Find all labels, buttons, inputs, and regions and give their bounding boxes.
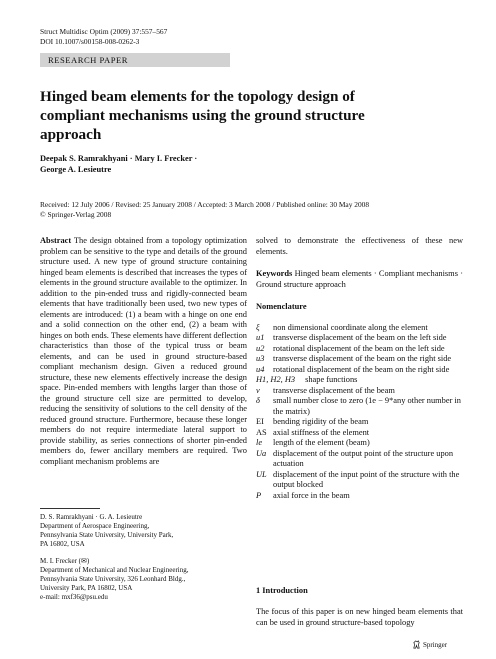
abstract-continuation: solved to demonstrate the effectiveness of these new elements. [256, 236, 463, 256]
intro-text: The focus of this paper is on new hinged beam elements that can be used in ground structure-based topology [256, 607, 463, 627]
affiliation-1 [40, 513, 250, 549]
abstract-label: Abstract [40, 236, 72, 245]
nomenclature-symbol: u4 [256, 364, 265, 374]
nomenclature-definition: transverse displacement of the beam [273, 385, 395, 395]
affiliation-line: D. S. Ramrakhyani · G. A. Lesieutre [40, 513, 143, 521]
authors-line-2: George A. Lesieutre [40, 165, 112, 174]
section-banner: RESEARCH PAPER [40, 53, 230, 67]
author-list [40, 153, 340, 175]
nomenclature-symbol: le [256, 438, 263, 447]
nomenclature-symbol: ν [256, 385, 260, 395]
affiliation-2 [40, 557, 250, 602]
nomenclature-entry [256, 428, 463, 439]
publisher-mark [412, 640, 447, 649]
nomenclature-entry [256, 333, 463, 344]
nomenclature-symbol: δ [256, 396, 260, 405]
authors-line-1: Deepak S. Ramrakhyani · Mary I. Frecker · [40, 154, 198, 163]
publisher-name: Springer [423, 640, 448, 649]
nomenclature-symbol: Ua [256, 448, 267, 458]
nomenclature-symbol: u1 [256, 333, 265, 342]
nomenclature-definition: small number close to zero (1e − 9*any other number in the matrix) [273, 396, 461, 416]
copyright: © Springer-Verlag 2008 [40, 209, 112, 219]
nomenclature-title: Nomenclature [256, 302, 307, 311]
nomenclature-definition: displacement of the output point of the structure upon actuation [273, 448, 454, 468]
nomenclature-definition: shape functions [305, 375, 358, 384]
nomenclature-definition: rotational displacement of the beam on the left side [273, 343, 445, 353]
journal-citation [40, 27, 167, 46]
nomenclature-entry [256, 365, 463, 376]
nomenclature-definition: axial force in the beam [273, 490, 350, 500]
springer-horse-icon [412, 640, 421, 649]
nomenclature-definition: displacement of the input point of the structure with the output blocked [273, 469, 460, 489]
paper-title: Hinged beam elements for the topology design of compliant mechanisms using the ground structure approach [40, 88, 365, 143]
nomenclature-entry [256, 396, 463, 417]
nomenclature-definition: transverse displacement of the beam on the left side [273, 333, 447, 342]
nomenclature-symbol: UL [256, 469, 267, 479]
nomenclature-entry [256, 449, 463, 470]
doi-line[interactable]: DOI 10.1007/s00158-008-0262-3 [40, 36, 140, 46]
nomenclature-entry [256, 323, 463, 334]
publication-history [40, 200, 369, 219]
nomenclature-symbol: P [256, 490, 262, 500]
nomenclature-entry [256, 386, 463, 397]
keywords-text: Hinged beam elements · Compliant mechanisms · Ground structure approach [256, 269, 463, 289]
abstract-text: The design obtained from a topology optimization problem can be sensitive to the type and details of the ground structure used. A new type of ground structure containing hinged beam elements is described that increases the types of elements in the ground structure available to the optimizer. In addition to the pin-ended truss and rigidly-connected beam elements that have traditionally been used, two new types of elements are introduced: (1) a beam with a hinge on one end and a solid connection on the other end, (2) a beam with hinges on both ends. These elements have different deflection characteristics than those of the typical truss or beam elements, and can be used in ground structure-based compliant mechanism design. Given a reduced ground structure, these new elements effectively increase the design space. Pin-ended members with lengths larger than those of the ground structure cell size are permitted to develop, reducing the sensitivity of solutions to the cell density of the reduced ground structure. Furthermore, because these longer members do not require intermediate lateral support to provide stability, as series connections of shorter pin-ended members do, fewer ancillary members are required. Two compliant mechanism problems are [40, 236, 247, 466]
affiliation-line: University Park, PA 16802, USA [40, 584, 133, 593]
nomenclature-symbol: u2 [256, 343, 265, 353]
nomenclature-entry [256, 354, 463, 365]
keywords-label: Keywords [256, 269, 293, 278]
nomenclature-entry [256, 375, 463, 386]
right-column [256, 236, 463, 501]
citation-line: Struct Multidisc Optim (2009) 37:557–567 [40, 27, 168, 36]
nomenclature-list [256, 323, 463, 502]
keywords-block [256, 269, 463, 290]
history-dates: Received: 12 July 2006 / Revised: 25 January 2008 / Accepted: 3 March 2008 / Published online: 30 May 2008 [40, 200, 370, 209]
nomenclature-definition: rotational displacement of the beam on the right side [273, 364, 450, 374]
affiliation-line: Department of Mechanical and Nuclear Engineering, [40, 566, 189, 575]
nomenclature-entry [256, 344, 463, 355]
nomenclature-symbol: AS [256, 427, 267, 437]
nomenclature-definition: transverse displacement of the beam on the right side [273, 354, 452, 363]
abstract-block [40, 236, 247, 467]
affiliation-line: PA 16802, USA [40, 540, 85, 549]
nomenclature-definition: axial stiffness of the element [273, 427, 370, 437]
footnote-rule [40, 508, 100, 509]
nomenclature-definition: length of the element (beam) [273, 438, 370, 447]
nomenclature-symbol: ξ [256, 322, 260, 332]
affiliation-line: Pennsylvania State University, 326 Leonhard Bldg., [40, 575, 186, 584]
nomenclature-entry [256, 438, 463, 449]
affiliation-line: M. I. Frecker (✉) [40, 557, 90, 565]
nomenclature-symbol: EI [256, 417, 264, 426]
nomenclature-entry [256, 417, 463, 428]
intro-heading: 1 Introduction [256, 586, 308, 595]
affiliation-line: Pennsylvania State University, University Park, [40, 531, 174, 540]
affiliation-line: Department of Aerospace Engineering, [40, 522, 150, 531]
nomenclature-entry [256, 491, 463, 502]
nomenclature-symbol: u3 [256, 354, 265, 363]
nomenclature-definition: non dimensional coordinate along the element [273, 322, 428, 332]
nomenclature-definition: bending rigidity of the beam [273, 417, 369, 426]
nomenclature-entry [256, 470, 463, 491]
nomenclature-symbol: H1, H2, H3 [256, 375, 296, 384]
email-link[interactable]: e-mail: mxf36@psu.edu [40, 593, 108, 602]
